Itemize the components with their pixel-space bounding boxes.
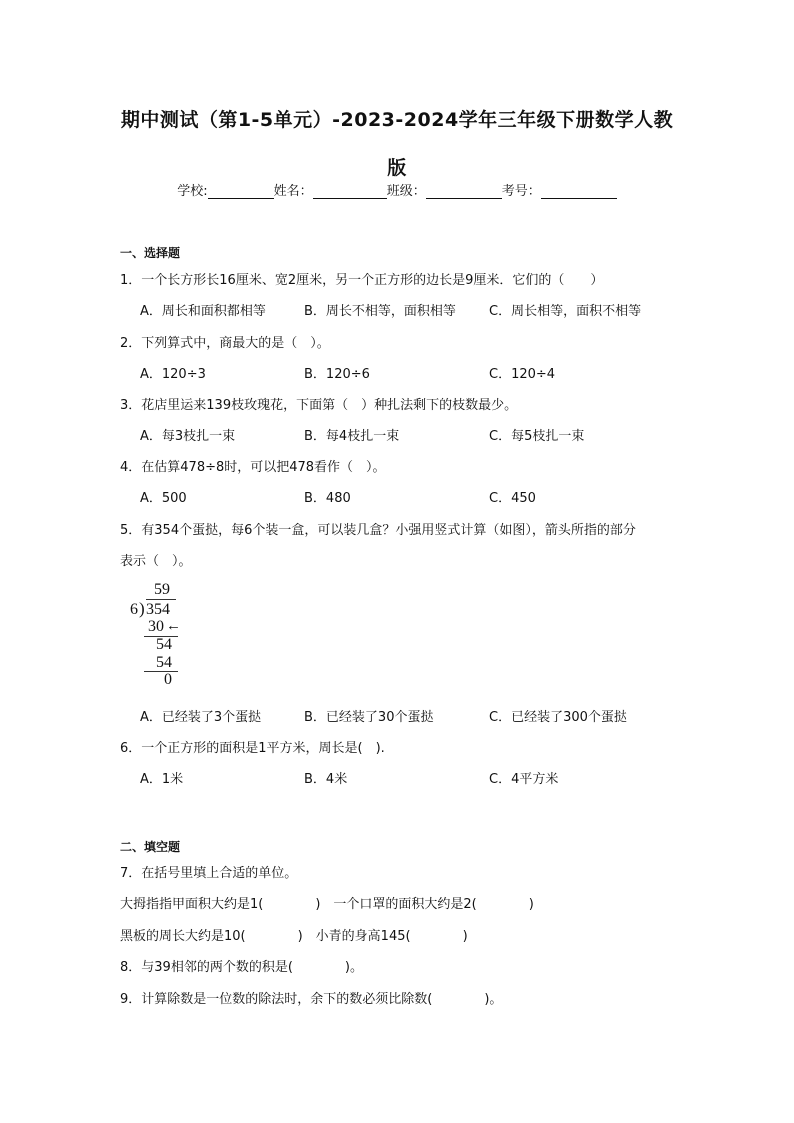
question-2: 2．下列算式中，商最大的是（ ）。 (120, 336, 330, 351)
ld-step3: 54 (156, 654, 172, 671)
question-6: 6．一个正方形的面积是1平方米，周长是( ). (120, 741, 385, 756)
q4-option-c[interactable]: C．450 (489, 491, 536, 506)
class-field[interactable] (426, 184, 502, 199)
ld-step2: 54 (156, 636, 172, 653)
question-1: 1．一个长方形长16厘米、宽2厘米，另一个正方形的边长是9厘米．它们的（ ） (120, 273, 604, 288)
q3-option-a[interactable]: A．每3枝扎一束 (140, 429, 236, 444)
question-9: 9．计算除数是一位数的除法时，余下的数必须比除数( )。 (120, 992, 503, 1007)
question-5-continued: 表示（ ）。 (120, 554, 192, 569)
number-field[interactable] (541, 184, 617, 199)
question-7: 7．在括号里填上合适的单位。 (120, 866, 298, 881)
title-line-2: 版 (387, 157, 407, 179)
ld-quotient: 59 (154, 581, 170, 598)
q5-option-b[interactable]: B．已经装了30个蛋挞 (304, 710, 434, 725)
question-4: 4．在估算478÷8时，可以把478看作（ ）。 (120, 460, 386, 475)
q3-option-c[interactable]: C．每5枝扎一束 (489, 429, 585, 444)
question-5: 5．有354个蛋挞，每6个装一盒，可以装几盒？小强用竖式计算（如图），箭头所指的部分 (120, 523, 636, 538)
number-label: 考号： (501, 184, 541, 199)
student-info-line (0, 180, 794, 199)
ld-step1: 30 (148, 618, 164, 635)
ld-line-2 (144, 671, 178, 672)
q3-option-b[interactable]: B．每4枝扎一束 (304, 429, 400, 444)
q6-option-b[interactable]: B．4米 (304, 772, 348, 787)
school-label: 学校: (177, 184, 208, 199)
name-label: 姓名： (273, 184, 313, 199)
section-heading-choice: 一、选择题 (120, 246, 181, 260)
long-division-figure (130, 580, 200, 690)
page-title (100, 96, 694, 192)
ld-divisor: 6 (130, 601, 138, 618)
title-line-1: 期中测试（第1-5单元）-2023-2024学年三年级下册数学人教 (120, 109, 674, 131)
ld-dividend: 354 (146, 601, 170, 618)
q4-option-b[interactable]: B．480 (304, 491, 351, 506)
name-field[interactable] (313, 184, 387, 199)
q2-option-c[interactable]: C．120÷4 (489, 367, 556, 382)
q1-option-b[interactable]: B．周长不相等，面积相等 (304, 304, 456, 319)
ld-bracket-top (146, 599, 176, 600)
q5-option-a[interactable]: A．已经装了3个蛋挞 (140, 710, 262, 725)
q1-option-a[interactable]: A．周长和面积都相等 (140, 304, 266, 319)
ld-arrow: ← (166, 618, 181, 634)
school-field[interactable] (208, 184, 274, 199)
question-8: 8．与39相邻的两个数的积是( )。 (120, 960, 363, 975)
q5-option-c[interactable]: C．已经装了300个蛋挞 (489, 710, 627, 725)
question-7-line-1: 大拇指指甲面积大约是1( ) 一个口罩的面积大约是2( ) (120, 897, 534, 912)
q6-option-c[interactable]: C．4平方米 (489, 772, 559, 787)
question-7-line-2: 黑板的周长大约是10( ) 小青的身高145( ) (120, 929, 468, 944)
q2-option-a[interactable]: A．120÷3 (140, 367, 206, 382)
q6-option-a[interactable]: A．1米 (140, 772, 184, 787)
ld-remainder: 0 (164, 671, 172, 688)
q4-option-a[interactable]: A．500 (140, 491, 187, 506)
q1-option-c[interactable]: C．周长相等，面积不相等 (489, 304, 642, 319)
q2-option-b[interactable]: B．120÷6 (304, 367, 370, 382)
question-3: 3．花店里运来139枝玫瑰花，下面第（ ）种扎法剩下的枝数最少。 (120, 398, 518, 413)
section-heading-fill: 二、填空题 (120, 840, 181, 854)
class-label: 班级： (386, 184, 426, 199)
ld-bracket: ) (139, 599, 145, 618)
